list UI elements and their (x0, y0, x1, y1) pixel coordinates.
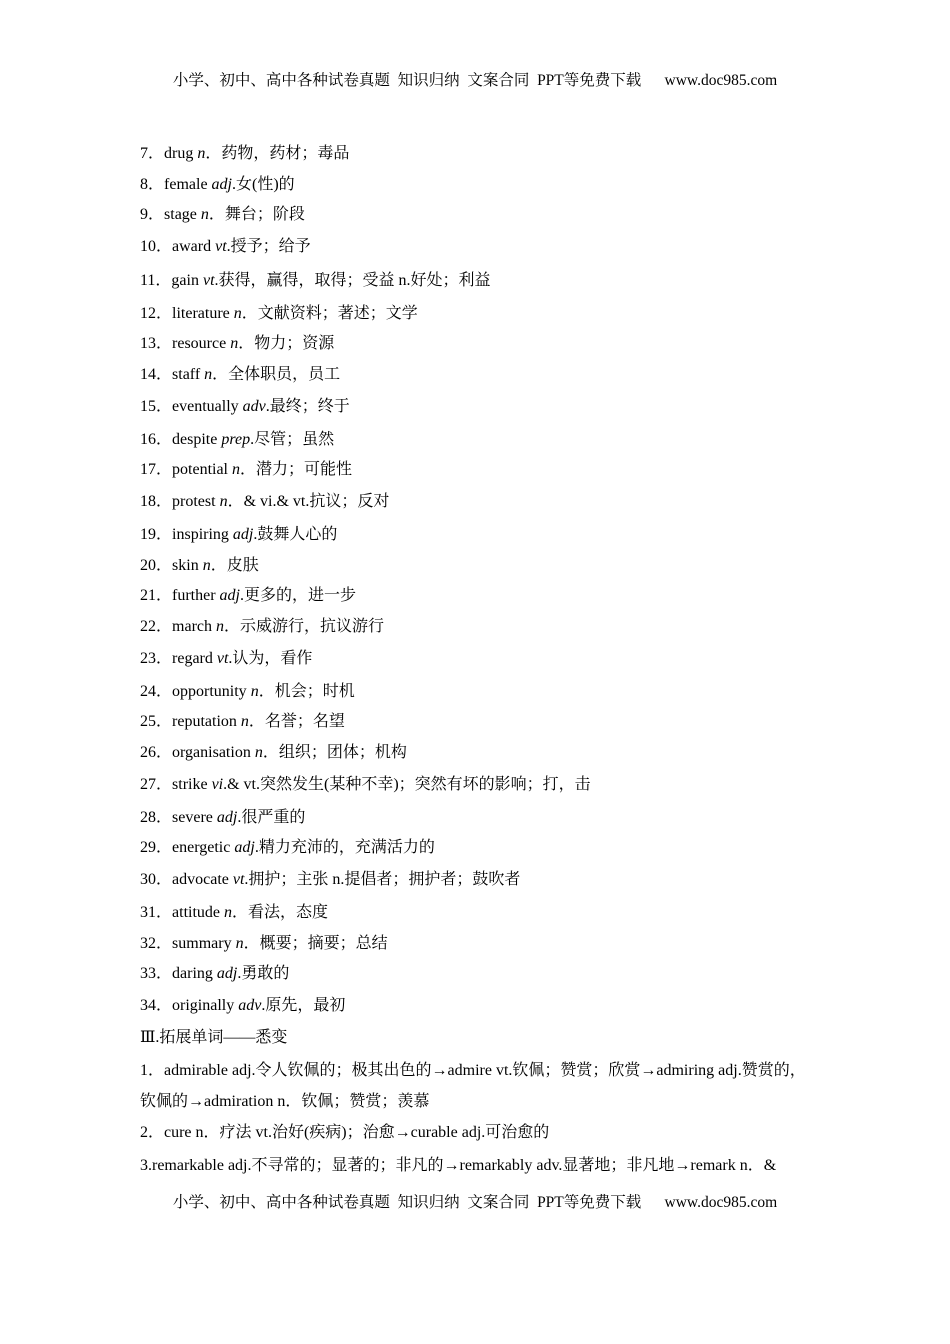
vocab-part-of-speech: vt (202, 272, 215, 289)
vocab-word: reputation (172, 713, 241, 730)
vocab-number: 19． (140, 526, 173, 543)
vocab-entry (140, 808, 305, 828)
vocab-number: 14． (140, 366, 173, 383)
vocab-entry (140, 964, 289, 984)
vocab-part-of-speech: adj (219, 587, 240, 604)
vocab-part-of-speech: n (200, 206, 209, 223)
vocab-entry (140, 430, 334, 450)
vocab-part-of-speech: n (233, 305, 242, 322)
vocab-word: despite (172, 431, 222, 448)
vocab-word: award (172, 238, 216, 255)
vocab-entry (140, 525, 337, 545)
vocab-entry (140, 365, 340, 385)
vocab-word: protest (172, 493, 220, 510)
vocab-entry (140, 492, 389, 512)
vocab-word: regard (172, 650, 217, 667)
vocab-number: 10． (140, 238, 173, 255)
vocab-part-of-speech: adj (232, 526, 254, 543)
vocab-entry (140, 996, 345, 1016)
vocab-number: 7． (140, 145, 165, 162)
vocab-word: gain (171, 272, 203, 289)
vocab-number: 12． (140, 305, 173, 322)
vocab-number: 8． (140, 176, 165, 193)
vocab-entry (140, 838, 435, 858)
vocab-part-of-speech: adj (216, 965, 238, 982)
vocab-word: energetic (172, 839, 235, 856)
vocab-part-of-speech: n (219, 493, 228, 510)
vocab-definition: .获得，赢得，取得；受益 n.好处；利益 (214, 272, 491, 289)
vocab-entry (140, 934, 388, 954)
vocab-word: advocate (172, 871, 233, 888)
vocab-part-of-speech: adv (238, 997, 262, 1014)
vocab-number: 27． (140, 776, 173, 793)
vocab-definition: ．全体职员，员工 (212, 366, 341, 383)
vocab-entry (140, 903, 328, 923)
vocab-word: eventually (172, 398, 243, 415)
vocab-word: strike (172, 776, 212, 793)
vocab-number: 17． (140, 461, 173, 478)
vocab-entry (140, 682, 355, 702)
vocab-definition: .更多的，进一步 (240, 587, 357, 604)
vocab-number: 21． (140, 587, 173, 604)
vocab-word: literature (172, 305, 234, 322)
vocab-number: 34． (140, 997, 173, 1014)
vocab-entry (140, 586, 356, 606)
vocab-word: potential (172, 461, 232, 478)
vocab-number: 33． (140, 965, 173, 982)
vocab-word: stage (164, 206, 201, 223)
vocab-word: drug (164, 145, 198, 162)
vocab-definition: ．概要；摘要；总结 (243, 935, 388, 952)
vocab-word: skin (172, 557, 203, 574)
vocab-number: 11． (140, 272, 172, 289)
extended-word-entry: 1．admirable adj.令人钦佩的；极其出色的→admire vt.钦佩；赞赏；欣赏→admiring adj.赞赏的，钦佩的→admiration n．钦佩；赞赏；羡慕 (140, 1062, 806, 1110)
extended-word-entry: 3.remarkable adj.不寻常的；显著的；非凡的→remarkably adv.显著地；非凡地→remark n．& (140, 1157, 777, 1174)
vocab-number: 29． (140, 839, 173, 856)
vocab-entry (140, 617, 384, 637)
vocab-entry (140, 304, 418, 324)
vocab-word: summary (172, 935, 236, 952)
vocab-definition: .精力充沛的，充满活力的 (254, 839, 435, 856)
vocab-part-of-speech: adj (216, 809, 238, 826)
section-title: Ⅲ.拓展单词——悉变 (140, 1029, 288, 1046)
vocab-definition: ．物力；资源 (238, 335, 335, 352)
vocab-number: 15． (140, 398, 173, 415)
vocab-definition: .认为，看作 (228, 650, 313, 667)
vocab-definition: .很严重的 (237, 809, 306, 826)
vocab-entry (140, 743, 407, 763)
vocab-number: 16． (140, 431, 173, 448)
vocab-word: resource (172, 335, 231, 352)
vocab-definition: ．示威游行，抗议游行 (224, 618, 385, 635)
vocab-part-of-speech: adj (234, 839, 255, 856)
vocab-number: 32． (140, 935, 173, 952)
vocab-word: organisation (172, 744, 255, 761)
vocab-word: female (164, 176, 212, 193)
vocab-part-of-speech: n (250, 683, 259, 700)
vocab-part-of-speech: n (197, 145, 206, 162)
vocab-part-of-speech: vt (215, 238, 227, 255)
vocab-entry (140, 870, 520, 890)
vocab-definition: ．药物，药材；毒品 (205, 145, 350, 162)
vocab-word: originally (172, 997, 239, 1014)
vocab-definition: .最终；终于 (265, 398, 350, 415)
vocab-number: 30． (140, 871, 173, 888)
vocab-definition: ．看法，态度 (232, 904, 329, 921)
vocab-definition: ．潜力；可能性 (240, 461, 353, 478)
vocab-number: 18． (140, 493, 173, 510)
vocab-part-of-speech: n (240, 713, 249, 730)
vocab-definition: .尽管；虽然 (250, 431, 335, 448)
vocab-definition: .女(性)的 (232, 176, 295, 193)
vocab-number: 23． (140, 650, 173, 667)
vocab-part-of-speech: n (204, 366, 213, 383)
page-header: 小学、初中、高中各种试卷真题 知识归纳 文案合同 PPT等免费下载 www.doc985.com (172, 72, 778, 89)
vocab-word: attitude (172, 904, 224, 921)
vocab-definition: .授予；给予 (226, 238, 311, 255)
vocab-number: 28． (140, 809, 173, 826)
vocab-word: opportunity (172, 683, 251, 700)
vocab-number: 26． (140, 744, 173, 761)
vocab-definition: .& vt.突然发生(某种不幸)；突然有坏的影响；打，击 (223, 776, 591, 793)
vocab-definition: .鼓舞人心的 (253, 526, 338, 543)
vocab-part-of-speech: prep (221, 431, 251, 448)
vocab-word: severe (172, 809, 217, 826)
vocab-word: further (172, 587, 220, 604)
vocab-definition: ．机会；时机 (258, 683, 355, 700)
vocab-number: 25． (140, 713, 173, 730)
vocab-entry (140, 649, 312, 669)
vocab-entry (140, 712, 345, 732)
vocab-entry (140, 271, 491, 291)
vocab-part-of-speech: adv (242, 398, 266, 415)
vocab-entry (140, 334, 334, 354)
vocab-part-of-speech: vi (211, 776, 224, 793)
vocab-definition: ．名誉；名望 (248, 713, 345, 730)
vocab-definition: .拥护；主张 n.提倡者；拥护者；鼓吹者 (244, 871, 521, 888)
vocab-entry (140, 775, 591, 795)
vocab-definition: ．& vi.& vt.抗议；反对 (227, 493, 390, 510)
vocab-definition: ．组织；团体；机构 (262, 744, 407, 761)
vocab-part-of-speech: n (235, 935, 244, 952)
vocab-part-of-speech: n (202, 557, 211, 574)
vocab-word: staff (172, 366, 205, 383)
vocab-definition: ．文献资料；著述；文学 (241, 305, 418, 322)
vocab-definition: .勇敢的 (237, 965, 290, 982)
vocab-number: 31． (140, 904, 173, 921)
vocab-word: inspiring (172, 526, 233, 543)
page-footer: 小学、初中、高中各种试卷真题 知识归纳 文案合同 PPT等免费下载 www.doc985.com (172, 1194, 778, 1211)
vocab-number: 20． (140, 557, 173, 574)
vocab-number: 13． (140, 335, 173, 352)
vocab-part-of-speech: n (232, 461, 240, 478)
vocab-part-of-speech: vt (216, 650, 229, 667)
vocab-part-of-speech: adj (211, 176, 232, 193)
vocab-entry (140, 205, 305, 225)
vocab-number: 9． (140, 206, 165, 223)
vocab-part-of-speech: n (224, 904, 232, 921)
vocab-entry (140, 144, 349, 164)
vocab-definition: ．皮肤 (210, 557, 259, 574)
vocab-entry (140, 175, 295, 195)
vocab-word: daring (172, 965, 217, 982)
vocab-part-of-speech: n (216, 618, 224, 635)
vocab-entry (140, 556, 259, 576)
vocab-number: 22． (140, 618, 173, 635)
vocab-entry (140, 397, 350, 417)
vocab-part-of-speech: vt (232, 871, 245, 888)
vocab-entry (140, 460, 352, 480)
vocab-word: march (172, 618, 216, 635)
vocab-entry (140, 237, 311, 257)
vocab-part-of-speech: n (254, 744, 263, 761)
vocab-number: 24． (140, 683, 173, 700)
vocab-definition: ．舞台；阶段 (208, 206, 305, 223)
vocab-definition: .原先，最初 (261, 997, 346, 1014)
extended-word-entry: 2．cure n．疗法 vt.治好(疾病)；治愈→curable adj.可治愈的 (140, 1124, 550, 1141)
vocab-part-of-speech: n (230, 335, 239, 352)
